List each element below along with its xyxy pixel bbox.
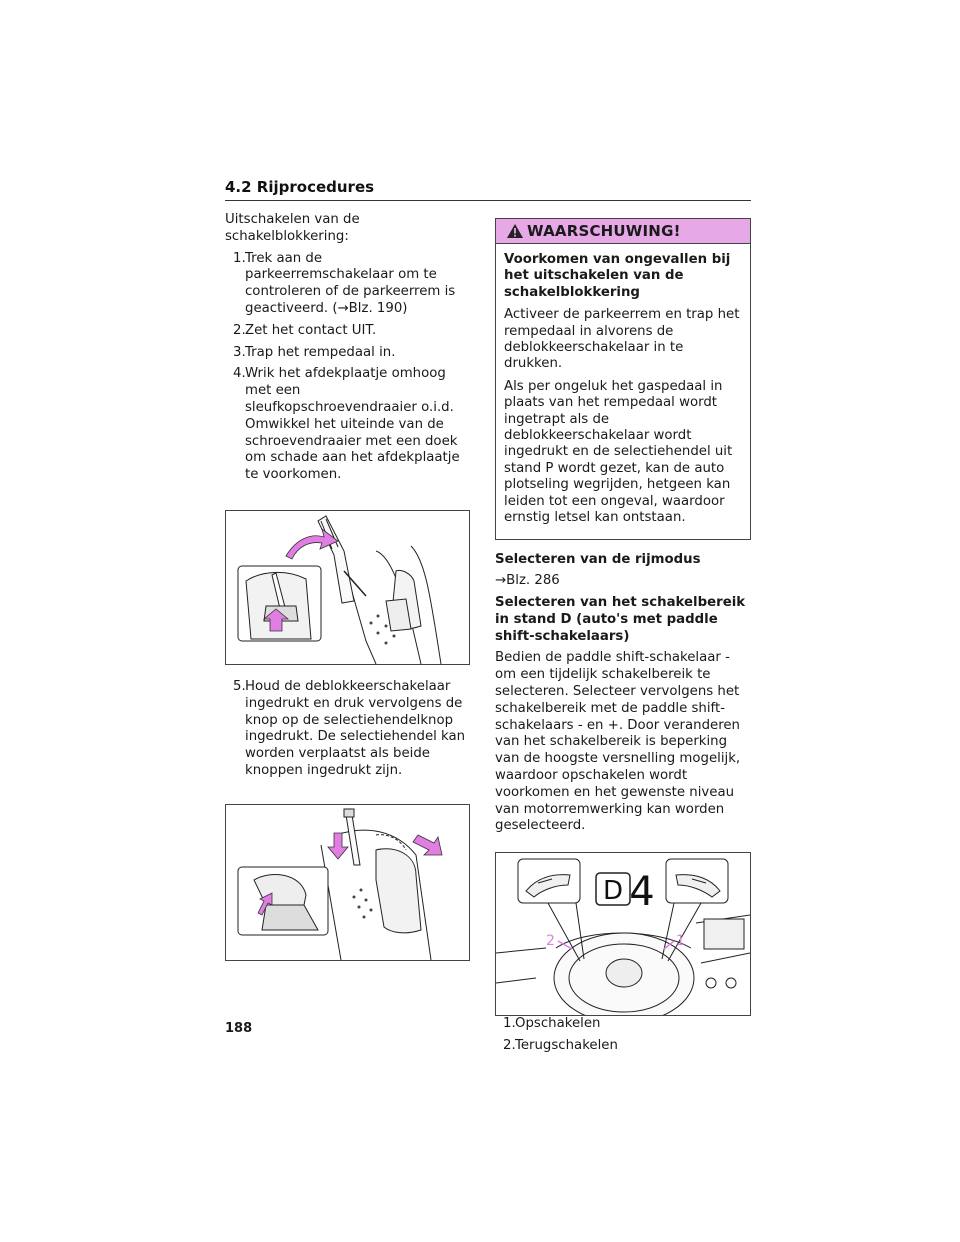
callout-number: 1. [503,1016,516,1032]
pry-cover-illustration [226,511,469,664]
step-number: 5. [233,678,246,694]
release-button-illustration [226,805,469,960]
figure-paddle-shift [495,852,751,1016]
paddle-shift-illustration [496,853,750,1015]
callout-upshift: 1 [676,933,685,950]
warning-subtitle: Voorkomen van ongevallen bij het uitschakelen van de schakelblokkering [504,252,731,300]
step-item [225,679,470,780]
callout-list [495,1016,751,1055]
steps-list-continued [225,679,470,780]
callout-item [495,1016,751,1033]
step-text: Trap het rempedaal in. [245,344,396,360]
step-number: 1. [233,250,246,266]
left-column [225,212,470,961]
step-item [225,323,470,340]
page-number: 188 [225,1021,253,1036]
figure-pry-cover [225,510,470,665]
right-column [495,218,751,1060]
warning-header [496,219,750,244]
step-number: 2. [233,322,246,338]
callout-downshift: 2 [546,933,555,950]
step-text: Zet het contact UIT. [245,322,377,338]
warning-title: WAARSCHUWING! [527,221,681,240]
step-number: 4. [233,366,246,382]
section-header: 4.2 Rijprocedures [225,178,751,201]
shift-range-heading: Selecteren van het schakelbereik in stand D (auto's met paddle shift-schakelaars) [495,595,746,644]
callout-number: 2. [503,1038,516,1054]
intro-text: Uitschakelen van de schakelblokkering: [225,212,360,244]
callout-text: Opschakelen [515,1016,601,1032]
step-text: Wrik het afdekplaatje omhoog met een sleufkopschroevendraaier o.i.d. Omwikkel het uiteinde van de schroevendraaier met een doek om schade aan het afdekplaatje te voorkomen. [245,366,460,483]
warning-paragraph: Als per ongeluk het gaspedaal in plaats van het rempedaal wordt ingetrapt als de deblokkeerschakelaar wordt ingedrukt en de selectiehendel uit stand P wordt gezet, kan de auto plotseling wegrijden, hetgeen kan leiden tot een ongeval, waardoor ernstig letsel kan ontstaan. [504,378,733,526]
steps-list [225,251,470,484]
callout-item [495,1038,751,1055]
warning-body [496,244,750,539]
shift-range-body: Bedien de paddle shift-schakelaar - om een tijdelijk schakelbereik te selecteren. Selecteer vervolgens het schakelbereik met de paddle shift-schakelaars - en +. Door veranderen van het schakelbereik is beperking van de hoogste versnelling mogelijk, waardoor opschakelen wordt voorkomen en het gewenste niveau van motorremwerking kan worden geselecteerd. [495,650,741,834]
callout-text: Terugschakelen [515,1038,618,1054]
warning-triangle-icon [506,223,524,239]
gear-letter: D [602,876,624,907]
step-item [225,251,470,318]
warning-box [495,218,751,540]
drive-mode-heading: Selecteren van de rijmodus [495,551,701,567]
step-item [225,345,470,362]
step-number: 3. [233,344,246,360]
gear-number: 4 [629,869,655,916]
figure-release-button [225,804,470,961]
warning-paragraph: Activeer de parkeerrem en trap het rempedaal in alvorens de deblokkeerschakelaar in te drukken. [504,307,740,372]
step-text: Houd de deblokkeerschakelaar ingedrukt en druk vervolgens de knop op de selectiehendelknop ingedrukt. De selectiehendel kan worden verplaatst als beide knoppen ingedrukt zijn. [245,678,466,778]
step-item [225,366,470,484]
step-text: Trek aan de parkeerremschakelaar om te controleren of de parkeerrem is geactiveerd. (→Blz. 190) [245,250,456,316]
drive-mode-reference: →Blz. 286 [495,573,560,589]
